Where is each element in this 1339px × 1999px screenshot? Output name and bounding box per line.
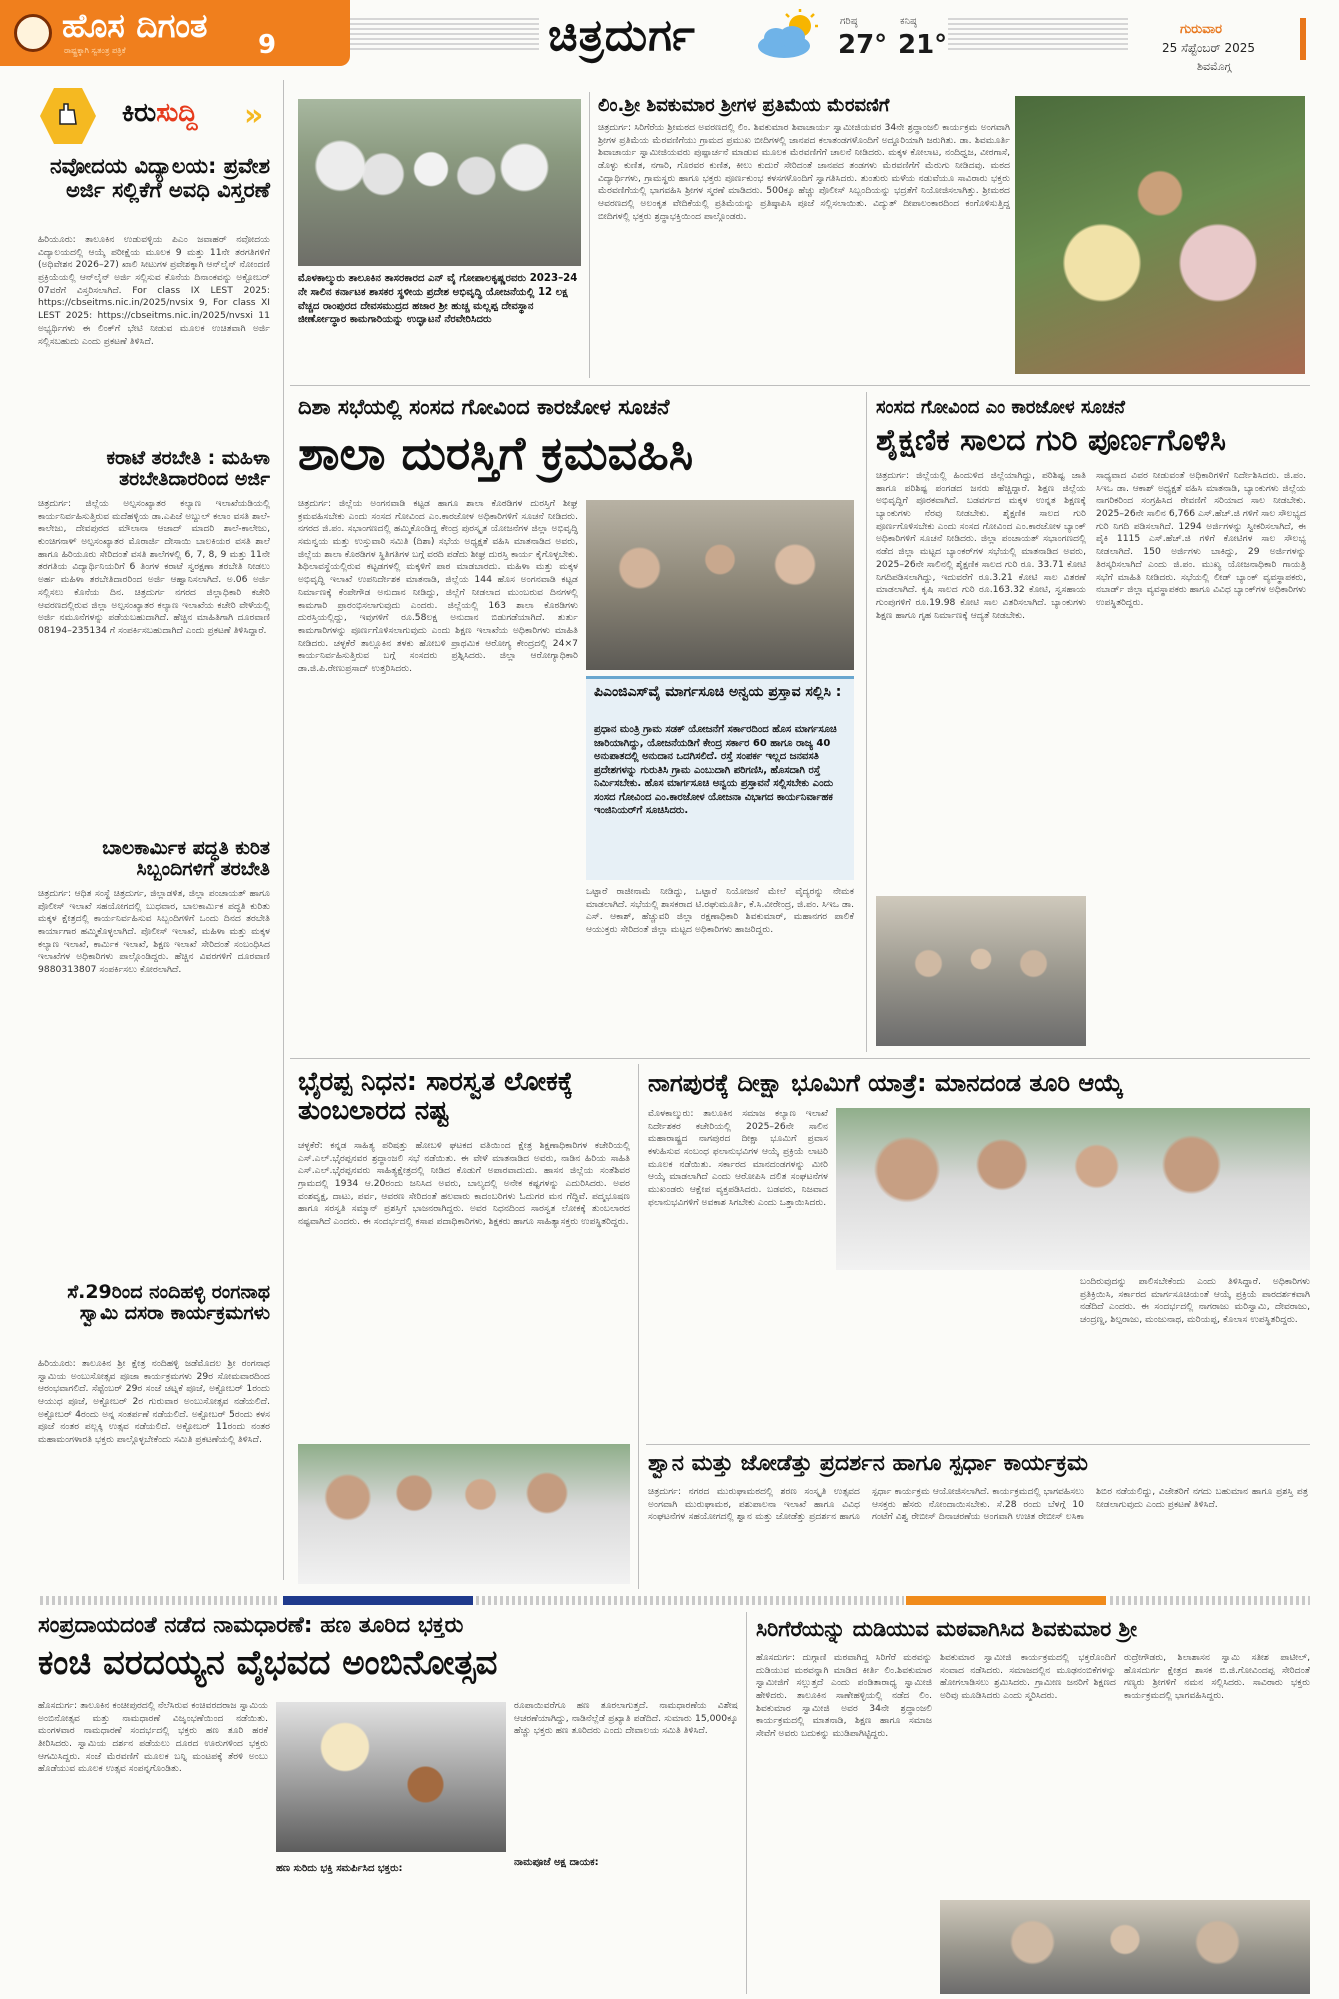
brief-4-headline[interactable]: ಸೆ.29ರಿಂದ ನಂದಿಹಳ್ಳಿ ರಂಗನಾಥ ಸ್ವಾಮಿ ದಸರಾ ಕಾರ್ಯಕ್ರಮಗಳು (67, 1281, 270, 1325)
kanchi-subhead-a: ಹಣ ಸುರಿದು ಭಕ್ತಿ ಸಮರ್ಪಿಸಿದ ಭಕ್ತರು: (276, 1863, 403, 1874)
school-repair-body-right: ಒಟ್ಟಾರೆ ರಾಜೀನಾಮೆ ನೀಡಿದ್ದು, ಒಟ್ಟಾರೆ ನಿಯೋಜನೆ ಮೇಲೆ ವೈದ್ಯರನ್ನು ನೇಮಕ ಮಾಡಲಾಗಿದೆ. ಸಭೆಯಲ್ಲಿ ಶಾಸಕರಾದ ಟಿ.ರಘುಮೂರ್ತಿ, ಕೆ.ಸಿ.ವೀರೇಂದ್ರ, ಜಿ.ಪಂ. ಸಿಇಒ ಡಾ. ಎಸ್. ಆಕಾಶ್, ಹೆಚ್ಚುವರಿ ಜಿಲ್ಲಾ ರಕ್ಷಣಾಧಿಕಾರಿ ಶಿವಕುಮಾರ್, ಮಹಾನಗರ ಪಾಲಿಕೆ ಆಯುಕ್ತರು ಸೇರಿದಂತೆ ಜಿಲ್ಲಾ ಮಟ್ಟದ ಅಧಿಕಾರಿಗಳು ಹಾಜರಿದ್ದರು. (586, 886, 854, 936)
logo-tagline: ರಾಷ್ಟ್ರಕ್ಕಾಗಿ ಸ್ವತಂತ್ರ ಪತ್ರಿಕೆ (64, 46, 126, 55)
education-loan-kicker: ಸಂಸದ ಗೋವಿಂದ ಎಂ ಕಾರಜೋಳ ಸೂಚನೆ (876, 397, 1125, 418)
orange-accent-stripe (906, 1596, 1106, 1605)
issue-day: ಗುರುವಾರ (1180, 22, 1222, 37)
kanchi-body-b: ರೂಪಾಯಿವರೆಗೂ ಹಣ ತೂರಲಾಗುತ್ತದೆ. ನಾಮಧಾರಣೆಯ ವಿಶೇಷ ಆಚರಣೆಯಾಗಿದ್ದು, ನಾಡಿನೆಲ್ಲೆಡೆ ಪ್ರಖ್ಯಾತಿ ಪಡೆದಿದೆ. ಸುಮಾರು 15,000ಕ್ಕೂ ಹೆಚ್ಚು ಭಕ್ತರು ಹಣ ತೂರಿದರು ಎಂದು ದೇವಾಲಯ ಸಮಿತಿ ತಿಳಿಸಿದೆ. (514, 1700, 738, 1737)
sirigere-headline[interactable]: ಸಿರಿಗೆರೆಯನ್ನು ದುಡಿಯುವ ಮಠವಾಗಿಸಿದ ಶಿವಕುಮಾರ ಶ್ರೀ (756, 1617, 1138, 1641)
school-repair-headline[interactable]: ಶಾಲಾ ದುರಸ್ತಿಗೆ ಕ್ರಮವಹಿಸಿ (298, 426, 694, 480)
sirigere-event-photo (940, 1900, 1310, 1994)
statue-procession-photo (1015, 96, 1305, 374)
brief-3-headline[interactable]: ಬಾಲಕಾರ್ಮಿಕ ಪದ್ಧತಿ ಕುರಿತ ಸಿಬ್ಬಂದಿಗಳಿಗೆ ತರಬೇತಿ (102, 837, 270, 881)
brief-1-body: ಹಿರಿಯೂರು: ತಾಲೂಕಿನ ಉಡುವಳ್ಳಿಯ ಪಿಎಂ ಜವಾಹರ್ ನವೋದಯ ವಿದ್ಯಾಲಯದಲ್ಲಿ ಆಯ್ಕೆ ಪರೀಕ್ಷೆಯ ಮೂಲಕ 9 ಮತ್ತು 11ನೇ ತರಗತಿಗಳಿಗೆ (ಅಧಿವೇಶನ 2026–27) ಖಾಲಿ ಸೀಟುಗಳ ಪ್ರವೇಶಕ್ಕಾಗಿ ಆನ್‌ಲೈನ್ ನೋಂದಣಿ ಪ್ರಕ್ರಿಯೆಯಲ್ಲಿ ಆನ್‌ಲೈನ್ ಅರ್ಜಿ ಸಲ್ಲಿಸುವ ಕೊನೆಯ ದಿನಾಂಕವನ್ನು ಅಕ್ಟೋಬರ್ 07ವರೆಗೆ ವಿಸ್ತರಿಸಲಾಗಿದೆ. For class IX LEST 2025: https://cbseitms.nic.in/2025/nvsix 9, For class XI LEST 2025: https://cbseitms.nic.in/2025/nvsxi 11 ಅಭ್ಯರ್ಥಿಗಳು ಈ ಲಿಂಕ್‌ಗೆ ಭೇಟಿ ನೀಡುವ ಮೂಲಕ ಉಚಿತವಾಗಿ ಅರ್ಜಿ ಸಲ್ಲಿಸಬಹುದು ಎಂದು ಪ್ರಕಟಣೆ ತಿಳಿಸಿದೆ. (38, 234, 270, 347)
dog-show-headline[interactable]: ಶ್ವಾನ ಮತ್ತು ಜೋಡೆತ್ತು ಪ್ರದರ್ಶನ ಹಾಗೂ ಸ್ಪರ್ಧಾ ಕಾರ್ಯಕ್ರಮ (648, 1451, 1088, 1476)
nagpur-body-a: ಮೊಳಕಾಲ್ಮುರು: ತಾಲೂಕಿನ ಸಮಾಜ ಕಲ್ಯಾಣ ಇಲಾಖೆ ನಿರ್ದೇಶಕರ ಕಚೇರಿಯಲ್ಲಿ 2025–26ನೇ ಸಾಲಿನ ಮಹಾರಾಷ್ಟ್ರದ ನಾಗಪುರದ ದೀಕ್ಷಾ ಭೂಮಿಗೆ ಪ್ರವಾಸ ಕಳುಹಿಸುವ ಸಂಬಂಧ ಫಲಾನುಭವಿಗಳ ಆಯ್ಕೆ ಪ್ರಕ್ರಿಯೆ ಲಾಟರಿ ಮೂಲಕ ನಡೆಯಿತು. ಸರ್ಕಾರದ ಮಾನದಂಡಗಳನ್ನು ಮೀರಿ ಆಯ್ಕೆ ಮಾಡಲಾಗಿದೆ ಎಂದು ಆರೋಪಿಸಿ ದಲಿತ ಸಂಘಟನೆಗಳ ಮುಖಂಡರು ಆಕ್ಷೇಪ ವ್ಯಕ್ತಪಡಿಸಿದರು. ಬಡವರು, ನಿಜವಾದ ಫಲಾನುಭವಿಗಳಿಗೆ ಅವಕಾಶ ಸಿಗಬೇಕು ಎಂದು ಒತ್ತಾಯಿಸಿದರು. (648, 1108, 828, 1208)
molakalmuru-inauguration-photo (298, 99, 581, 266)
dog-show-body: ಚಿತ್ರದುರ್ಗ: ನಗರದ ಮುರುಘಾಮಠದಲ್ಲಿ ಶರಣ ಸಂಸ್ಕೃತಿ ಉತ್ಸವದ ಅಂಗವಾಗಿ ಮುರುಘಾಮಠ, ಪಶುಪಾಲನಾ ಇಲಾಖೆ ಹಾಗೂ ವಿವಿಧ ಸಂಘಟನೆಗಳ ಸಹಯೋಗದಲ್ಲಿ ಶ್ವಾನ ಮತ್ತು ಜೋಡೆತ್ತು ಪ್ರದರ್ಶನ ಹಾಗೂ ಸ್ಪರ್ಧಾ ಕಾರ್ಯಕ್ರಮ ಆಯೋಜಿಸಲಾಗಿದೆ. ಕಾರ್ಯಕ್ರಮದಲ್ಲಿ ಭಾಗವಹಿಸಲು ಆಸಕ್ತರು ಹೆಸರು ನೋಂದಾಯಿಸಬೇಕು. ಸೆ.28 ರಂದು ಬೆಳಗ್ಗೆ 10 ಗಂಟೆಗೆ ವಿಶ್ವ ರೇಬೀಸ್ ದಿನಾಚರಣೆಯ ಅಂಗವಾಗಿ ಉಚಿತ ರೇಬೀಸ್ ಲಸಿಕಾ ಶಿಬಿರ ನಡೆಯಲಿದ್ದು, ವಿಜೇತರಿಗೆ ನಗದು ಬಹುಮಾನ ಹಾಗೂ ಪ್ರಶಸ್ತಿ ಪತ್ರ ನೀಡಲಾಗುವುದು ಎಂದು ಪ್ರಕಟಣೆ ತಿಳಿಸಿದೆ. (648, 1486, 1308, 1523)
temp-max-label: ಗರಿಷ್ಠ (840, 16, 858, 27)
sidebar-divider (283, 80, 284, 1580)
kanchi-headline[interactable]: ಕಂಚಿ ವರದಯ್ಯನ ವೈಭವದ ಅಂಬಿನೋತ್ಸವ (38, 1643, 498, 1683)
temp-min-value: 21° (898, 30, 948, 60)
masthead-rule-right (948, 18, 1128, 50)
molakalmuru-caption: ಮೊಳಕಾಲ್ಮುರು ತಾಲೂಕಿನ ತಾಸರಕಾರದ ಎನ್ ವೈ ಗೋಪಾಲಕೃಷ್ಣರವರು 2023–24 ನೇ ಸಾಲಿನ ಕರ್ನಾಟಕ ಶಾಸಕರ ಸ್ಥಳೀಯ ಪ್ರದೇಶ ಅಭಿವೃದ್ಧಿ ಯೋಜನೆಯಲ್ಲಿ 12 ಲಕ್ಷ ವೆಚ್ಚದ ರಾಂಪುರದ ದೇವಸಮುದ್ರದ ಹಜಾರ ಶ್ರೀ ಹುಚ್ಚ ಮಲ್ಲಪ್ಪ ದೇವಸ್ಥಾನ ಜೀರ್ಣೋದ್ಧಾರ ಕಾಮಗಾರಿಯನ್ನು ಉದ್ಘಾಟನೆ ನೆರವೇರಿಸಿದರು (298, 273, 578, 326)
brief-1-headline[interactable]: ನವೋದಯ ವಿದ್ಯಾಲಯ: ಪ್ರವೇಶ ಅರ್ಜಿ ಸಲ್ಲಿಕೆಗೆ ಅವಧಿ ವಿಸ್ತರಣೆ (49, 154, 270, 202)
education-loan-body-a: ಚಿತ್ರದುರ್ಗ: ಜಿಲ್ಲೆಯಲ್ಲಿ ಹಿಂದುಳಿದ ಜಿಲ್ಲೆಯಾಗಿದ್ದು, ಪರಿಶಿಷ್ಟ ಜಾತಿ ಹಾಗೂ ಪರಿಶಿಷ್ಟ ಪಂಗಡದ ಜನರು ಹೆಚ್ಚಿದ್ದಾರೆ. ಶಿಕ್ಷಣ ಜಿಲ್ಲೆಯ ಅಭಿವೃದ್ಧಿಗೆ ಪೂರಕವಾಗಿದೆ. ಬಡವರ್ಗದ ಮಕ್ಕಳ ಉನ್ನತ ಶಿಕ್ಷಣಕ್ಕೆ ಬ್ಯಾಂಕುಗಳು ನೆರವು ನೀಡಬೇಕು. ಶೈಕ್ಷಣಿಕ ಸಾಲದ ಗುರಿ ಪೂರ್ಣಗೊಳಿಸಬೇಕು ಎಂದು ಸಂಸದ ಗೋವಿಂದ ಎಂ.ಕಾರಜೋಳ ಬ್ಯಾಂಕ್ ಅಧಿಕಾರಿಗಳಿಗೆ ಸೂಚನೆ ನೀಡಿದರು. ಜಿಲ್ಲಾ ಪಂಚಾಯತ್ ಸಭಾಂಗಣದಲ್ಲಿ ನಡೆದ ಜಿಲ್ಲಾ ಮಟ್ಟದ ಬ್ಯಾಂಕರ್‌ಗಳ ಸಭೆಯಲ್ಲಿ ಮಾತನಾಡಿದ ಅವರು, 2025–26ನೇ ಸಾಲಿನಲ್ಲಿ ಶೈಕ್ಷಣಿಕ ಸಾಲದ ಗುರಿ ರೂ. 33.71 ಕೋಟಿ ನಿಗದಿಪಡಿಸಲಾಗಿದ್ದು, ಇದುವರೆಗೆ ರೂ.3.21 ಕೋಟಿ ಸಾಲ ವಿತರಣೆ ಮಾಡಲಾಗಿದೆ. ಕೃಷಿ ಸಾಲದ ಗುರಿ ರೂ.163.32 ಕೋಟಿ, ಸ್ವಸಹಾಯ ಗುಂಪುಗಳಿಗೆ ರೂ.19.98 ಕೋಟಿ ಸಾಲ ವಿತರಿಸಲಾಗಿದೆ. ಬ್ಯಾಂಕುಗಳು ಶಿಕ್ಷಣ ಹಾಗೂ ಗೃಹ ನಿರ್ಮಾಣಕ್ಕೆ ಆದ್ಯತೆ ನೀಡಬೇಕು. (876, 470, 1086, 621)
column-divider-3 (638, 1064, 639, 1589)
education-loan-body-b: ಸಾಧ್ಯವಾದ ವಿವರ ನೀಡುವಂತೆ ಅಧಿಕಾರಿಗಳಿಗೆ ನಿರ್ದೇಶಿಸಿದರು. ಜಿ.ಪಂ. ಸಿಇಒ ಡಾ. ಆಕಾಶ್ ಅಧ್ಯಕ್ಷತೆ ವಹಿಸಿ ಮಾತನಾಡಿ, ಬ್ಯಾಂಕುಗಳು ಜಿಲ್ಲೆಯ ನಾಗರಿಕರಿಂದ ಸಂಗ್ರಹಿಸಿದ ಠೇವಣಿಗೆ ಸರಿಯಾದ ಸಾಲ ನೀಡಬೇಕು. 2025–26ನೇ ಸಾಲಿನ 6,766 ಎಸ್.ಹೆಚ್.ಜಿ ಗಳಿಗೆ ಸಾಲ ಸೌಲಭ್ಯದ ಗುರಿ ನಿಗದಿ ಪಡಿಸಲಾಗಿದೆ. 1294 ಅರ್ಜಿಗಳನ್ನು ಸ್ವೀಕರಿಸಲಾಗಿದೆ, ಈ ಪೈಕಿ 1115 ಎಸ್.ಹೆಚ್.ಜಿ ಗಳಿಗೆ ಕೋಟಿಗಳ ಸಾಲ ಸೌಲಭ್ಯ ನೀಡಲಾಗಿದೆ. 150 ಅರ್ಜಿಗಳು ಬಾಕಿದ್ದು, 29 ಅರ್ಜಿಗಳನ್ನು ತಿರಸ್ಕರಿಸಲಾಗಿದೆ ಎಂದು ಜಿ.ಪಂ. ಮುಖ್ಯ ಯೋಜನಾಧಿಕಾರಿ ಗಾಯತ್ರಿ ಸಭೆಗೆ ಮಾಹಿತಿ ನೀಡಿದರು. ಸಭೆಯಲ್ಲಿ ಲೀಡ್ ಬ್ಯಾಂಕ್ ವ್ಯವಸ್ಥಾಪಕರು, ನಬಾರ್ಡ್ ಜಿಲ್ಲಾ ವ್ಯವಸ್ಥಾಪಕರು ಹಾಗೂ ವಿವಿಧ ಬ್ಯಾಂಕ್‌ಗಳ ಅಧಿಕಾರಿಗಳು ಉಪಸ್ಥಿತರಿದ್ದರು. (1096, 470, 1306, 608)
pmgsy-box-headline: ಪಿಎಂಜಿಎಸ್‌ವೈ ಮಾರ್ಗಸೂಚಿ ಅನ್ವಯ ಪ್ರಸ್ತಾವ ಸಲ್ಲಿಸಿ : (594, 684, 842, 700)
kiru-suddi-header (40, 88, 264, 144)
statue-procession-headline[interactable]: ಲಿಂ.ಶ್ರೀ ಶಿವಕುಮಾರ ಶ್ರೀಗಳ ಪ್ರತಿಮೆಯ ಮೆರವಣಿಗೆ (598, 95, 890, 116)
page-number: 9 (258, 30, 277, 60)
logo-emblem-icon (14, 14, 52, 52)
byrappa-tribute-photo (298, 1444, 630, 1584)
school-repair-kicker: ದಿಶಾ ಸಭೆಯಲ್ಲಿ ಸಂಸದ ಗೋವಿಂದ ಕಾರಜೋಳ ಸೂಚನೆ (298, 395, 670, 419)
decorative-stripe (40, 1596, 280, 1605)
nagpur-headline[interactable]: ನಾಗಪುರಕ್ಕೆ ದೀಕ್ಷಾ ಭೂಮಿಗೆ ಯಾತ್ರೆ: ಮಾನದಂಡ ತೂರಿ ಆಯ್ಕೆ (648, 1069, 1124, 1097)
nagpur-body-b: ಬಂದಿರುವುದನ್ನು ಪಾಲಿಸಬೇಕೆಂದು ಎಂದು ತಿಳಿಸಿದ್ದಾರೆ. ಅಧಿಕಾರಿಗಳು ಪ್ರತಿಕ್ರಿಯಿಸಿ, ಸರ್ಕಾರದ ಮಾರ್ಗಸೂಚಿಯಂತೆ ಆಯ್ಕೆ ಪ್ರಕ್ರಿಯೆ ಪಾರದರ್ಶಕವಾಗಿ ನಡೆದಿದೆ ಎಂದರು. ಈ ಸಂದರ್ಭದಲ್ಲಿ ನಾಗರಾಜು ಮರಿಸ್ವಾಮಿ, ದೇವರಾಜು, ಚಂದ್ರಣ್ಣ, ಶಿಲ್ಪರಾಜು, ಮಂಜುನಾಥ, ಮರಿಯಪ್ಪ, ಕೊಲಾಸ ಉಪಸ್ಥಿತರಿದ್ದರು. (1080, 1276, 1310, 1326)
column-divider-4 (746, 1612, 747, 1994)
masthead-rule (350, 18, 539, 50)
chevron-right-icon: » (244, 98, 264, 133)
sirigere-body-a: ಹೊಸದುರ್ಗ: ದುಗ್ಗಾಣಿ ಮಠವಾಗಿದ್ದ ಸಿರಿಗೆರೆ ಮಠವನ್ನು ದುಡಿಯುವ ಮಠವನ್ನಾಗಿ ಮಾಡಿದ ಕೀರ್ತಿ ಲಿಂ.ಶಿವಕುಮಾರ ಸ್ವಾಮೀಜಿಗೆ ಸಲ್ಲುತ್ತದೆ ಎಂದು ಪಂಡಿತಾರಾಧ್ಯ ಸ್ವಾಮೀಜಿ ಹೇಳಿದರು. ತಾಲೂಕಿನ ಸಾಣೇಹಳ್ಳಿಯಲ್ಲಿ ನಡೆದ ಲಿಂ. ಶಿವಕುಮಾರ ಸ್ವಾಮೀಜಿ ಅವರ 34ನೇ ಶ್ರದ್ಧಾಂಜಲಿ ಕಾರ್ಯಕ್ರಮದಲ್ಲಿ ಮಾತನಾಡಿ, ಶಿಕ್ಷಣ ಹಾಗೂ ಸಮಾಜ ಸೇವೆಗೆ ಅವರು ಬದುಕನ್ನು ಮುಡಿಪಾಗಿಟ್ಟಿದ್ದರು. (756, 1652, 932, 1740)
pmgsy-info-box (586, 676, 854, 880)
kiru-suddi-title: ಕಿರುಸುದ್ದಿ (122, 98, 198, 128)
weather-cloud-sun-icon (748, 8, 828, 62)
decorative-stripe-right (1110, 1596, 1310, 1605)
issue-date: 25 ಸೆಪ್ಟೆಂಬರ್ 2025 (1162, 41, 1256, 55)
temp-max-value: 27° (838, 30, 888, 60)
byrappa-headline[interactable]: ಭೈರಪ್ಪ ನಿಧನ: ಸಾರಸ್ವತ ಲೋಕಕ್ಕೆ ತುಂಬಲಾರದ ನಷ್ಟ (298, 1067, 574, 1127)
column-divider (589, 92, 590, 378)
masthead (0, 0, 1339, 73)
blue-accent-stripe (283, 1596, 473, 1605)
disha-meeting-photo (586, 500, 854, 670)
section-divider (290, 385, 1310, 386)
sirigere-body-b: ಶಿವಕುಮಾರ ಸ್ವಾಮೀಜಿ ಕಾರ್ಯಕ್ರಮದಲ್ಲಿ ಭಕ್ತರೊಂದಿಗೆ ಸಂವಾದ ನಡೆಸಿದರು. ಸಮಾಜದಲ್ಲಿನ ಮೂಢನಂಬಿಕೆಗಳನ್ನು ಹೋಗಲಾಡಿಸಲು ಶ್ರಮಿಸಿದರು. ಗ್ರಾಮೀಣ ಜನರಿಗೆ ಶಿಕ್ಷಣದ ಅರಿವು ಮೂಡಿಸಿದರು ಎಂದು ಸ್ಮರಿಸಿದರು. (940, 1652, 1116, 1702)
statue-procession-body: ಚಿತ್ರದುರ್ಗ: ಸಿರಿಗೆರೆಯ ಶ್ರೀಮಠದ ಅವರಣದಲ್ಲಿ ಲಿಂ. ಶಿವಕುಮಾರ ಶಿವಾಚಾರ್ಯ ಸ್ವಾಮೀಜಿಯವರ 34ನೇ ಶ್ರದ್ಧಾಂಜಲಿ ಕಾರ್ಯಕ್ರಮ ಅಂಗವಾಗಿ ಶ್ರೀಗಳ ಪ್ರತಿಮೆಯ ಮೆರವಣಿಗೆಯು ಗ್ರಾಮದ ಪ್ರಮುಖ ಬೀದಿಗಳಲ್ಲಿ ಜಾನಪದ ಕಲಾತಂಡಗಳೊಂದಿಗೆ ಅದ್ದೂರಿಯಾಗಿ ಜರುಗಿತು. ಡಾ. ಶಿವಮೂರ್ತಿ ಶಿವಾಚಾರ್ಯ ಸ್ವಾಮೀಜಿಯವರು ಪುಷ್ಪಾರ್ಚನೆ ಮಾಡುವ ಮೂಲಕ ಮೆರವಣಿಗೆಗೆ ಚಾಲನೆ ನೀಡಿದರು. ಮಕ್ಕಳ ಕೋಲಾಟ, ನಂದಿಧ್ವಜ, ವೀರಗಾಸೆ, ಡೊಳ್ಳು ಕುಣಿತ, ನಗಾರಿ, ಗೊರವರ ಕುಣಿತ, ಕೀಲು ಕುದುರೆ ಸೇರಿದಂತೆ ಜಾನಪದ ತಂಡಗಳು ಮೆರವಣಿಗೆಗೆ ಮೆರುಗು ನೀಡಿದವು. ಮಠದ ವಿದ್ಯಾರ್ಥಿಗಳು, ಗ್ರಾಮಸ್ಥರು ಹಾಗೂ ಭಕ್ತರು ಪೂರ್ಣಕುಂಭ ಕಳಸಗಳೊಂದಿಗೆ ಸ್ವಾಗತಿಸಿದರು. ತುಂತುರು ಮಳೆಯ ನಡುವೆಯೂ ಸಾವಿರಾರು ಭಕ್ತರು ಮೆರವಣಿಗೆಯಲ್ಲಿ ಭಾಗವಹಿಸಿ ಶ್ರೀಗಳ ಸ್ಮರಣೆ ಮಾಡಿದರು. 500ಕ್ಕೂ ಹೆಚ್ಚು ಪೊಲೀಸ್ ಸಿಬ್ಬಂದಿಯನ್ನು ಭದ್ರತೆಗೆ ನಿಯೋಜಿಸಲಾಗಿತ್ತು. ಶ್ರೀಮಠದ ಆವರಣದಲ್ಲಿ ಅಲಂಕೃತ ವೇದಿಕೆಯಲ್ಲಿ ಪ್ರತಿಮೆಯನ್ನು ಪ್ರತಿಷ್ಠಾಪಿಸಿ ಪೂಜೆ ಸಲ್ಲಿಸಲಾಯಿತು. ವಿದ್ಯುತ್ ದೀಪಾಲಂಕಾರದಿಂದ ಕಂಗೊಳಿಸುತ್ತಿದ್ದ ಬೀದಿಗಳಲ್ಲಿ ಭಕ್ತರು ಶ್ರದ್ಧಾಭಕ್ತಿಯಿಂದ ಪಾಲ್ಗೊಂಡರು. (598, 122, 1010, 222)
decorative-stripe-mid (476, 1596, 904, 1605)
kanchi-festival-photo (276, 1702, 506, 1852)
kanchi-kicker: ಸಂಪ್ರದಾಯದಂತೆ ನಡೆದ ನಾಮಧಾರಣೆ: ಹಣ ತೂರಿದ ಭಕ್ತರು (38, 1613, 464, 1638)
section-divider-3 (646, 1444, 1310, 1445)
school-repair-body-left: ಚಿತ್ರದುರ್ಗ: ಜಿಲ್ಲೆಯ ಅಂಗನವಾಡಿ ಕಟ್ಟಡ ಹಾಗೂ ಶಾಲಾ ಕೊಠಡಿಗಳ ದುರಸ್ತಿಗೆ ಶೀಘ್ರ ಕ್ರಮವಹಿಸಬೇಕು ಎಂದು ಸಂಸದ ಗೋವಿಂದ ಎಂ.ಕಾರಜೋಳ ಅಧಿಕಾರಿಗಳಿಗೆ ಸೂಚನೆ ನೀಡಿದರು. ನಗರದ ಜಿ.ಪಂ. ಸಭಾಂಗಣದಲ್ಲಿ ಹಮ್ಮಿಕೊಂಡಿದ್ದ ಕೇಂದ್ರ ಪುರಸ್ಕೃತ ಯೋಜನೆಗಳ ಜಿಲ್ಲಾ ಅಭಿವೃದ್ಧಿ ಸಮನ್ವಯ ಮತ್ತು ಉಸ್ತುವಾರಿ ಸಮಿತಿ (ದಿಶಾ) ಸಭೆಯ ಅಧ್ಯಕ್ಷತೆ ವಹಿಸಿ ಮಾತನಾಡಿದ ಅವರು, ಜಿಲ್ಲೆಯ ಶಾಲಾ ಕೊಠಡಿಗಳ ಸ್ಥಿತಿಗತಿಗಳ ಬಗ್ಗೆ ವರದಿ ಪಡೆದು ಶೀಘ್ರ ದುರಸ್ತಿ ಕಾರ್ಯ ಕೈಗೊಳ್ಳಬೇಕು. ಶಿಥಿಲಾವಸ್ಥೆಯಲ್ಲಿರುವ ಕಟ್ಟಡಗಳಲ್ಲಿ ಮಕ್ಕಳಿಗೆ ಪಾಠ ಮಾಡಬಾರದು. ಮಹಿಳಾ ಮತ್ತು ಮಕ್ಕಳ ಅಭಿವೃದ್ಧಿ ಇಲಾಖೆ ಉಪನಿರ್ದೇಶಕ ಮಾತನಾಡಿ, ಜಿಲ್ಲೆಯ 144 ಹೊಸ ಅಂಗನವಾಡಿ ಕಟ್ಟಡ ನಿರ್ಮಾಣಕ್ಕೆ ಕೆಂಪೇಗೌಡ ಅನುದಾನ ನೀಡಿದ್ದು, ಜಿಲ್ಲೆಗೆ ನೀಡಲಾದ ಮುಂಬರುವ ದಿನಗಳಲ್ಲಿ ಕಾಮಗಾರಿ ಪ್ರಾರಂಭಿಸಲಾಗುವುದು ಎಂದರು. ಜಿಲ್ಲೆಯಲ್ಲಿ 163 ಶಾಲಾ ಕೊಠಡಿಗಳು ದುರಸ್ತಿಯಲ್ಲಿದ್ದು, ಇವುಗಳಿಗೆ ರೂ.58ಲಕ್ಷ ಅನುದಾನ ಬಿಡುಗಡೆಯಾಗಿದೆ. ತುರ್ತು ಕಾಮಗಾರಿಗಳನ್ನು ಪೂರ್ಣಗೊಳಿಸಲಾಗುವುದು ಎಂದು ಶಿಕ್ಷಣ ಇಲಾಖೆಯ ಅಧಿಕಾರಿಗಳು ಮಾಹಿತಿ ನೀಡಿದರು. ಚಳ್ಳಕೆರೆ ತಾಲ್ಲೂಕಿನ ತಳಕು ಹೋಬಳಿ ಪ್ರಾಥಮಿಕ ಆರೋಗ್ಯ ಕೇಂದ್ರದಲ್ಲಿ 24×7 ಕಾರ್ಯನಿರ್ವಹಿಸುತ್ತಿರುವ ಬಗ್ಗೆ ಸಂಸದರು ಪ್ರಶ್ನಿಸಿದರು. ಜಿಲ್ಲಾ ಆರೋಗ್ಯಾಧಿಕಾರಿ ಡಾ.ಜಿ.ಪಿ.ರೇಣುಪ್ರಸಾದ್ ಉತ್ತರಿಸಿದರು. (298, 498, 578, 674)
brief-3-body: ಚಿತ್ರದುರ್ಗ: ಆಧಿತ ಸಂಸ್ಥೆ ಚಿತ್ರದುರ್ಗ, ಜಿಲ್ಲಾಡಳಿತ, ಜಿಲ್ಲಾ ಪಂಚಾಯತ್ ಹಾಗೂ ಪೊಲೀಸ್ ಇಲಾಖೆ ಸಹಯೋಗದಲ್ಲಿ ಬುಧವಾರ, ಬಾಲಕಾರ್ಮಿಕ ಪದ್ಧತಿ ಕುರಿತು ಮಕ್ಕಳ ಕ್ಷೇತ್ರದಲ್ಲಿ ಕಾರ್ಯನಿರ್ವಹಿಸುವ ಸಿಬ್ಬಂದಿಗಳಿಗೆ ಒಂದು ದಿನದ ತರಬೇತಿ ಕಾರ್ಯಾಗಾರ ಹಮ್ಮಿಕೊಳ್ಳಲಾಗಿದೆ. ಪೊಲೀಸ್ ಇಲಾಖೆ, ಮಹಿಳಾ ಮತ್ತು ಮಕ್ಕಳ ಕಲ್ಯಾಣ ಇಲಾಖೆ, ಕಾರ್ಮಿಕ ಇಲಾಖೆ, ಶಿಕ್ಷಣ ಇಲಾಖೆ ಸೇರಿದಂತೆ ಸಂಬಂಧಿಸಿದ ಇಲಾಖೆಗಳ ಅಧಿಕಾರಿಗಳು ಪಾಲ್ಗೊಂಡಿದ್ದರು. ಹೆಚ್ಚಿನ ವಿವರಗಳಿಗೆ ದೂರವಾಣಿ 9880313807 ಸಂಪರ್ಕಿಸಲು ಕೋರಲಾಗಿದೆ. (38, 888, 270, 976)
bankers-meeting-photo (876, 896, 1086, 1046)
kanchi-body-a: ಹೊಸದುರ್ಗ: ತಾಲೂಕಿನ ಕಂಚೀಪುರದಲ್ಲಿ ನೆಲೆಸಿರುವ ಕಂಚಿವರದರಾಜ ಸ್ವಾಮಿಯ ಅಂಬಿನೋತ್ಸವ ಮತ್ತು ನಾಮಧಾರಣೆ ವಿಜೃಂಭಣೆಯಿಂದ ನಡೆಯಿತು. ಮಂಗಳವಾರ ನಾಮಧಾರಣೆ ಸಂದರ್ಭದಲ್ಲಿ ಭಕ್ತರು ಹಣ ತೂರಿ ಹರಕೆ ತೀರಿಸಿದರು. ಸ್ವಾಮಿಯ ದರ್ಶನ ಪಡೆಯಲು ದೂರದ ಊರುಗಳಿಂದ ಭಕ್ತರು ಆಗಮಿಸಿದ್ದರು. ಸಂಜೆ ಮೆರವಣಿಗೆ ಮೂಲಕ ಬನ್ನಿ ಮಂಟಪಕ್ಕೆ ತೆರಳಿ ಅಂಬು ಹೊಡೆಯುವ ಮೂಲಕ ಉತ್ಸವ ಸಂಪನ್ನಗೊಂಡಿತು. (38, 1700, 268, 1775)
education-loan-headline[interactable]: ಶೈಕ್ಷಣಿಕ ಸಾಲದ ಗುರಿ ಪೂರ್ಣಗೊಳಿಸಿ (876, 423, 1226, 458)
edition-city: ಚಿತ್ರದುರ್ಗ (548, 10, 696, 61)
byrappa-body: ಚಳ್ಳಕೆರೆ: ಕನ್ನಡ ಸಾಹಿತ್ಯ ಪರಿಷತ್ತು ಹೋಬಳಿ ಘಟಕದ ವತಿಯಿಂದ ಕ್ಷೇತ್ರ ಶಿಕ್ಷಣಾಧಿಕಾರಿಗಳ ಕಚೇರಿಯಲ್ಲಿ ಎಸ್.ಎಲ್.ಭೈರಪ್ಪನವರ ಶ್ರದ್ಧಾಂಜಲಿ ಸಭೆ ನಡೆಯಿತು. ಈ ವೇಳೆ ಮಾತನಾಡಿದ ಅವರು, ನಾಡಿನ ಹಿರಿಯ ಸಾಹಿತಿ ಎಸ್.ಎಲ್.ಭೈರಪ್ಪನವರು ಸಾಹಿತ್ಯಕ್ಷೇತ್ರದಲ್ಲಿ ನೀಡಿದ ಕೊಡುಗೆ ಅಪಾರವಾದುದು. ಹಾಸನ ಜಿಲ್ಲೆಯ ಸಂತೆಶಿವರ ಗ್ರಾಮದಲ್ಲಿ 1934 ಆ.20ರಂದು ಜನಿಸಿದ ಅವರು, ಬಾಲ್ಯದಲ್ಲಿ ಅನೇಕ ಕಷ್ಟಗಳನ್ನು ಎದುರಿಸಿದರು. ಅವರ ವಂಶವೃಕ್ಷ, ದಾಟು, ಪರ್ವ, ಆವರಣ ಸೇರಿದಂತೆ ಹಲವಾರು ಕಾದಂಬರಿಗಳು ಓದುಗರ ಮನ ಗೆದ್ದಿವೆ. ಪದ್ಮಭೂಷಣ ಹಾಗೂ ಸರಸ್ವತಿ ಸಮ್ಮಾನ್ ಪ್ರಶಸ್ತಿಗೆ ಭಾಜನರಾಗಿದ್ದರು. ಅವರ ನಿಧನದಿಂದ ಸಾರಸ್ವತ ಲೋಕಕ್ಕೆ ತುಂಬಲಾರದ ನಷ್ಟವಾಗಿದೆ ಎಂದರು. ಈ ಸಂದರ್ಭದಲ್ಲಿ ಕಸಾಪ ಪದಾಧಿಕಾರಿಗಳು, ಶಿಕ್ಷಕರು ಹಾಗೂ ಸಾಹಿತ್ಯಾಸಕ್ತರು ಉಪಸ್ಥಿತರಿದ್ದರು. (298, 1140, 630, 1228)
brief-2-headline[interactable]: ಕರಾಟೆ ತರಬೇತಿ : ಮಹಿಳಾ ತರಬೇತಿದಾರರಿಂದ ಅರ್ಜಿ (106, 447, 270, 491)
section-divider-2 (290, 1058, 1310, 1059)
sirigere-body-c: ರುದ್ರೇಗೌಡರು, ಶಿಲಾಶಾಸನ ಸ್ವಾಮಿ ಸತೀಶ ಪಾಟೀಲ್, ಹೊಸದುರ್ಗ ಕ್ಷೇತ್ರದ ಶಾಸಕ ಬಿ.ಜಿ.ಗೋವಿಂದಪ್ಪ ಸೇರಿದಂತೆ ಗಣ್ಯರು ಶ್ರೀಗಳಿಗೆ ನಮನ ಸಲ್ಲಿಸಿದರು. ಸಾವಿರಾರು ಭಕ್ತರು ಕಾರ್ಯಕ್ರಮದಲ್ಲಿ ಭಾಗವಹಿಸಿದ್ದರು. (1124, 1652, 1310, 1702)
brief-4-body: ಹಿರಿಯೂರು: ತಾಲೂಕಿನ ಶ್ರೀ ಕ್ಷೇತ್ರ ನಂದಿಹಳ್ಳಿ ಜಡೆಮೊದಲ ಶ್ರೀ ರಂಗನಾಥ ಸ್ವಾಮಿಯ ಅಂಬುಸೋತ್ಸವ ಪೂಜಾ ಕಾರ್ಯಕ್ರಮಗಳು 29ರ ಸೋಮವಾರದಿಂದ ಆರಂಭವಾಗಲಿದೆ. ಸೆಪ್ಟೆಂಬರ್ 29ರ ಸಂಜೆ ಚಟ್ನಕೆ ಪೂಜೆ, ಅಕ್ಟೋಬರ್ 1ರಂದು ಆಯುಧ ಪೂಜೆ, ಅಕ್ಟೋಬರ್ 2ರ ಗುರುವಾರ ಅಂಬುಸೋತ್ಸವ ನಡೆಯಲಿದೆ. ಅಕ್ಟೋಬರ್ 4ರಂದು ಅನ್ನ ಸಂತರ್ಪಣೆ ನಡೆಯಲಿದೆ. ಅಕ್ಟೋಬರ್ 5ರಂದು ಕಳಸ ಪೂಜೆ ನಂತರ ಪಲ್ಲಕ್ಕಿ ಉತ್ಸವ ನಡೆಯಲಿದೆ. ಅಕ್ಟೋಬರ್ 11ರಂದು ನಂತರ ಮಹಾಮಂಗಳಾರತಿ ಭಕ್ತರು ಪಾಲ್ಗೊಳ್ಳಬೇಕೆಂದು ಸಮಿತಿ ಪ್ರಕಟಣೆಯಲ್ಲಿ ತಿಳಿಸಿದೆ. (38, 1358, 270, 1446)
temp-min-label: ಕನಿಷ್ಠ (900, 16, 917, 27)
newspaper-logo[interactable] (0, 0, 350, 66)
nagpur-selection-photo (836, 1108, 1310, 1270)
column-divider-2 (866, 392, 867, 1052)
pointing-hand-icon (40, 88, 96, 144)
kanchi-subhead-b: ನಾಮಪೂಜೆ ಅಕ್ಷ ದಾಯಕ: (514, 1857, 599, 1868)
logo-title: ಹೊಸ ದಿಗಂತ (62, 6, 208, 45)
issue-place: ಶಿವಮೊಗ್ಗ (1197, 60, 1232, 73)
pmgsy-box-body: ಪ್ರಧಾನ ಮಂತ್ರಿ ಗ್ರಾಮ ಸಡಕ್ ಯೋಜನೆಗೆ ಸರ್ಕಾರದಿಂದ ಹೊಸ ಮಾರ್ಗಸೂಚಿ ಜಾರಿಯಾಗಿದ್ದು, ಯೋಜನೆಯಡಿಗೆ ಕೇಂದ್ರ ಸರ್ಕಾರ 60 ಹಾಗೂ ರಾಜ್ಯ 40 ಅನುಪಾತದಲ್ಲಿ ಅನುದಾನ ಒದಗಿಸಲಿದೆ. ರಸ್ತೆ ಸಂಪರ್ಕ ಇಲ್ಲದ ಜನವಸತಿ ಪ್ರದೇಶಗಳನ್ನು ಗುರುತಿಸಿ ಗ್ರಾಮ ಎಂಬುದಾಗಿ ಪರಿಗಣಿಸಿ, ಹೊಸದಾಗಿ ರಸ್ತೆ ನಿರ್ಮಿಸಬೇಕು. ಹೊಸ ಮಾರ್ಗಸೂಚಿ ಅನ್ವಯ ಪ್ರಸ್ತಾವನೆ ಸಲ್ಲಿಸಬೇಕು ಎಂದು ಸಂಸದ ಗೋವಿಂದ ಎಂ.ಕಾರಜೋಳ ಯೋಜನಾ ವಿಭಾಗದ ಕಾರ್ಯನಿರ್ವಾಹಕ ಇಂಜಿನಿಯರ್‌ಗೆ ಸೂಚಿಸಿದರು. (594, 724, 837, 816)
brief-2-body: ಚಿತ್ರದುರ್ಗ: ಜಿಲ್ಲೆಯ ಅಲ್ಪಸಂಖ್ಯಾತರ ಕಲ್ಯಾಣ ಇಲಾಖೆಯಡಿಯಲ್ಲಿ ಕಾರ್ಯನಿರ್ವಹಿಸುತ್ತಿರುವ ಮದೆಹಳ್ಳಿಯ ಡಾ.ಎಪಿಜೆ ಅಬ್ದುಲ್ ಕಲಾಂ ವಸತಿ ಶಾಲೆ-ಕಾಲೇಜು, ದೇವಪುರದ ಮೌಲಾನಾ ಆಜಾದ್ ಮಾದರಿ ಶಾಲೆ-ಕಾಲೇಜು, ಕುಂಚಿಗನಾಳ್ ಅಲ್ಪಸಂಖ್ಯಾತರ ಮೊರಾರ್ಜಿ ದೇಸಾಯಿ ಬಾಲಕಿಯರ ವಸತಿ ಶಾಲೆ ಹಾಗೂ ಹಿರಿಯೂರು ಸೇರಿದಂತೆ ವಸತಿ ಶಾಲೆಗಳಲ್ಲಿ 6, 7, 8, 9 ಮತ್ತು 11ನೇ ತರಗತಿಯ ವಿದ್ಯಾರ್ಥಿನಿಯರಿಗೆ 6 ತಿಂಗಳ ಕರಾಟೆ ಸ್ವರಕ್ಷಣಾ ತರಬೇತಿ ನೀಡಲು ಅರ್ಹ ಮಹಿಳಾ ತರಬೇತಿದಾರರಿಂದ ಅರ್ಜಿ ಆಹ್ವಾನಿಸಲಾಗಿದೆ. ಅ.06 ಅರ್ಜಿ ಸಲ್ಲಿಸಲು ಕೊನೆಯ ದಿನ. ಚಿತ್ರದುರ್ಗ ನಗರದ ಜಿಲ್ಲಾಧಿಕಾರಿ ಕಚೇರಿ ಆವರಣದಲ್ಲಿರುವ ಜಿಲ್ಲಾ ಅಲ್ಪಸಂಖ್ಯಾತರ ಕಲ್ಯಾಣ ಇಲಾಖೆಯ ಕಚೇರಿ ವೇಳೆಯಲ್ಲಿ ಅರ್ಜಿ ನಮೂನೆಗಳನ್ನು ಪಡೆಯಬಹುದಾಗಿದೆ. ಹೆಚ್ಚಿನ ಮಾಹಿತಿಗಾಗಿ ದೂರವಾಣಿ 08194–235134 ಗೆ ಸಂಪರ್ಕಿಸಬಹುದಾಗಿದೆ ಎಂದು ಪ್ರಕಟಣೆ ತಿಳಿಸಿದ್ದಾರೆ. (38, 498, 270, 636)
masthead-accent-bar (1300, 18, 1306, 60)
